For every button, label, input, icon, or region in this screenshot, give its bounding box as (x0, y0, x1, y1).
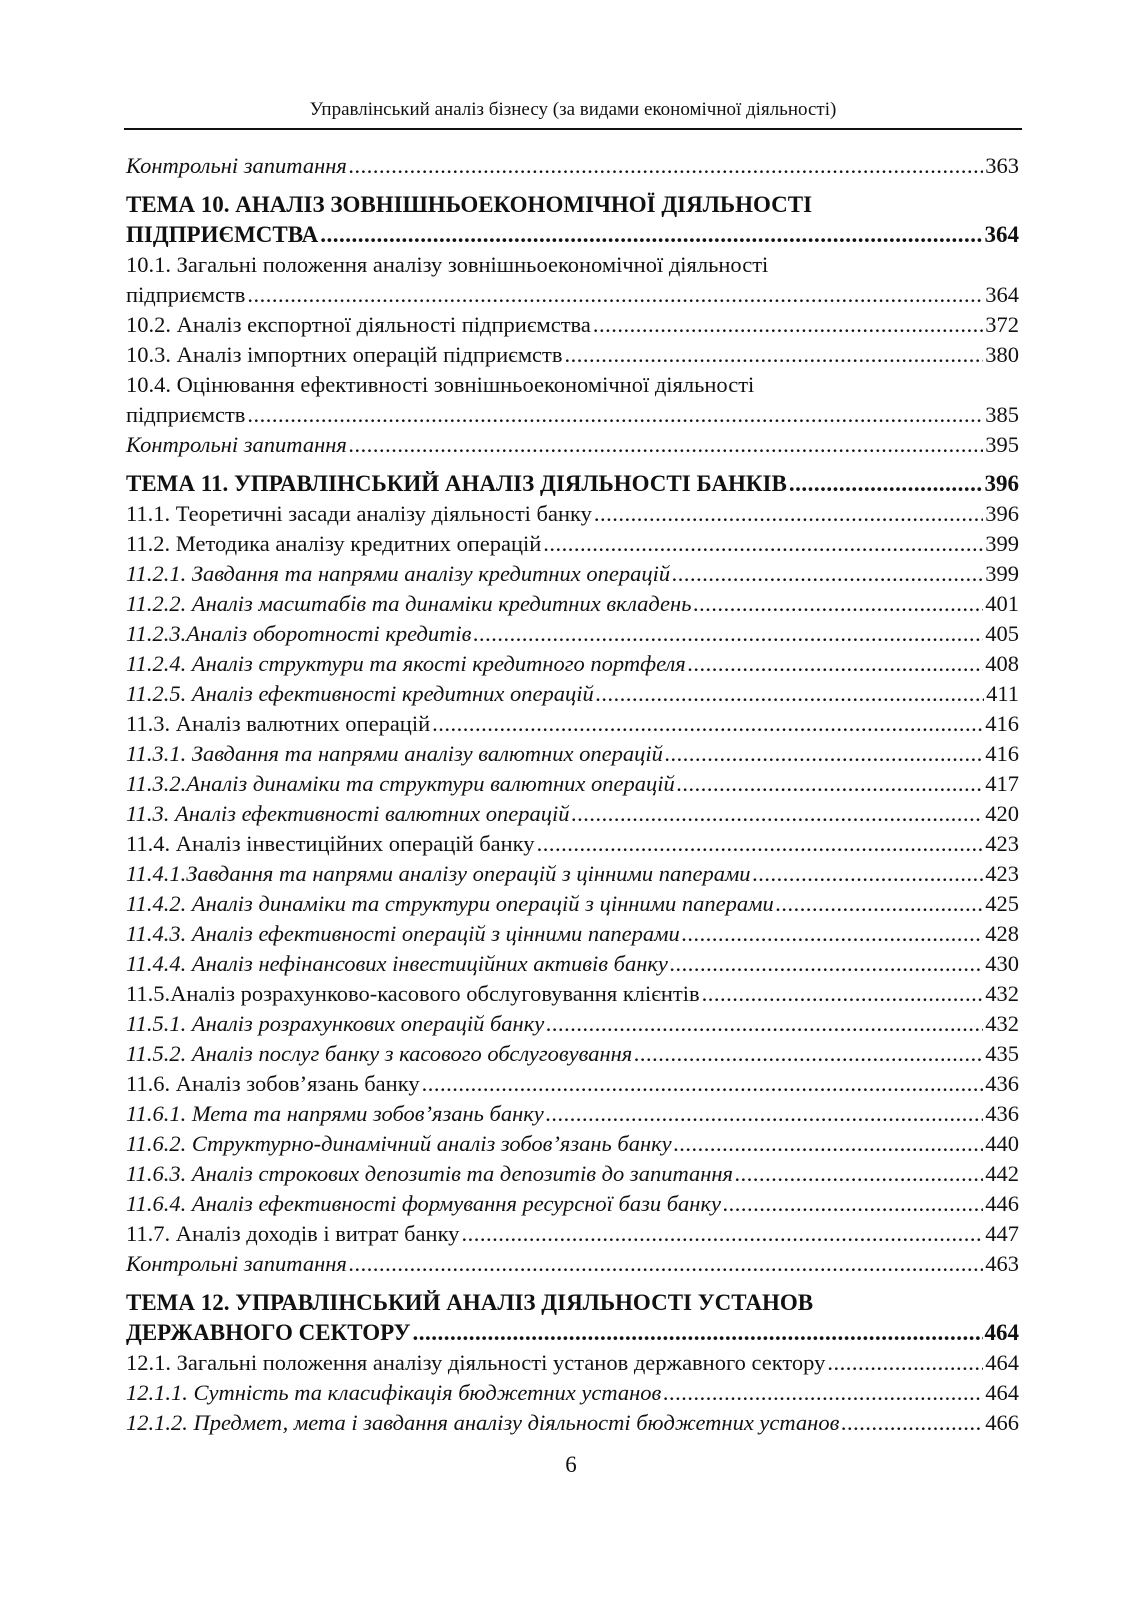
toc-dot-leader (349, 1249, 983, 1279)
toc-entry-title: 11.3. Аналіз ефективності валютних операцій (126, 801, 570, 826)
toc-entry-page: 385 (985, 402, 1019, 427)
toc-entry-title: 11.5.2. Аналіз послуг банку з касового обслуговування (126, 1041, 633, 1066)
toc-entry-page: 440 (985, 1131, 1019, 1156)
toc-entry[interactable] (126, 589, 1019, 619)
toc-entry[interactable] (126, 949, 1019, 979)
toc-entry-page: 423 (985, 831, 1019, 856)
toc-entry[interactable] (126, 829, 1019, 859)
toc-entry-page: 432 (985, 981, 1019, 1006)
toc-entry[interactable] (126, 1318, 1019, 1348)
toc-entry[interactable] (126, 769, 1019, 799)
toc-entry-page: 425 (985, 891, 1019, 916)
toc-entry-page: 463 (985, 1251, 1019, 1276)
toc-entry[interactable] (126, 280, 1019, 310)
toc-dot-leader (422, 1069, 984, 1099)
toc-entry-page: 405 (985, 621, 1019, 646)
toc-entry[interactable] (126, 1099, 1019, 1129)
toc-dot-leader (247, 280, 983, 310)
toc-entry-title: Контрольні запитання (126, 153, 347, 178)
toc-entry[interactable] (126, 1129, 1019, 1159)
toc-entry[interactable] (126, 889, 1019, 919)
toc-dot-leader (572, 799, 984, 829)
toc-entry-page: 446 (985, 1191, 1019, 1216)
toc-entry-title: 12.1.2. Предмет, мета і завдання аналізу діяльності бюджетних установ (126, 1410, 840, 1435)
toc-entry-title: 11.5.1. Аналіз розрахункових операцій банку (126, 1011, 545, 1036)
toc-dot-leader (670, 949, 983, 979)
toc-entry-page: 466 (985, 1410, 1019, 1435)
toc-entry-page: 416 (985, 741, 1019, 766)
toc-dot-leader (776, 889, 984, 919)
toc-dot-leader (461, 1219, 983, 1249)
toc-entry-title: 11.2.3.Аналіз оборотності кредитів (126, 621, 472, 646)
toc-entry-title: 12.1.1. Сутність та класифікація бюджетних установ (126, 1380, 662, 1405)
toc-dot-leader (596, 679, 984, 709)
toc-entry-title: 10.3. Аналіз імпортних операцій підприємств (126, 342, 563, 367)
toc-entry[interactable] (126, 559, 1019, 589)
toc-entry-title: 11.4.1.Завдання та напрями аналізу операцій з цінними паперами (126, 861, 751, 886)
toc-entry-page: 436 (985, 1071, 1019, 1096)
running-title: Управлінський аналіз бізнесу (за видами економічної діяльності) (309, 99, 837, 120)
toc-entry[interactable] (126, 1159, 1019, 1189)
toc-dot-leader (473, 619, 983, 649)
toc-dot-leader (320, 220, 982, 250)
toc-entry-title: 11.3.2.Аналіз динаміки та структури валютних операцій (126, 771, 675, 796)
toc-entry[interactable] (126, 919, 1019, 949)
toc-entry-page: 411 (986, 681, 1019, 706)
page-number: 6 (565, 1452, 577, 1477)
toc-entry-title: 11.2.5. Аналіз ефективності кредитних операцій (126, 681, 594, 706)
toc-entry-title: 11.6.1. Мета та напрями зобов’язань банку (126, 1101, 544, 1126)
toc-entry-page: 420 (985, 801, 1019, 826)
toc-entry[interactable] (126, 1069, 1019, 1099)
toc-entry-title: ПІДПРИЄМСТВА (126, 222, 319, 247)
toc-entry-line1: ТЕМА 10. АНАЛІЗ ЗОВНІШНЬОЕКОНОМІЧНОЇ ДІЯЛЬНОСТІ (126, 192, 813, 217)
toc-entry[interactable] (126, 979, 1019, 1009)
toc-dot-leader (663, 1378, 983, 1408)
toc-entry-title: 11.2. Методика аналізу кредитних операцій (126, 531, 542, 556)
toc-entry-title: Контрольні запитання (126, 432, 347, 457)
toc-entry-line1: 10.4. Оцінювання ефективності зовнішньоекономічної діяльності (126, 372, 755, 397)
toc-entry-title: 11.6. Аналіз зобов’язань банку (126, 1071, 420, 1096)
toc-entry-line1: 10.1. Загальні положення аналізу зовнішньоекономічної діяльності (126, 252, 769, 277)
toc-dot-leader (789, 469, 983, 499)
toc-dot-leader (674, 1129, 984, 1159)
toc-entry-page: 364 (984, 222, 1019, 247)
toc-entry-title: Контрольні запитання (126, 1251, 347, 1276)
toc-dot-leader (349, 430, 983, 460)
toc-entry[interactable] (126, 340, 1019, 370)
toc-entry[interactable] (126, 1009, 1019, 1039)
toc-dot-leader (247, 400, 983, 430)
toc-entry-title: 11.1. Теоретичні засади аналізу діяльності банку (126, 501, 592, 526)
toc-dot-leader (546, 1099, 983, 1129)
toc-entry-title: ДЕРЖАВНОГО СЕКТОРУ (126, 1320, 411, 1345)
toc-dot-leader (753, 859, 984, 889)
toc-entry-page: 396 (984, 471, 1019, 496)
toc-entry-page: 417 (985, 771, 1019, 796)
toc-dot-leader (682, 919, 983, 949)
toc-entry-page: 442 (985, 1161, 1019, 1186)
toc-entry[interactable] (126, 430, 1019, 460)
table-of-contents (126, 151, 1019, 1438)
toc-entry[interactable] (126, 499, 1019, 529)
toc-entry-title: 11.6.3. Аналіз строкових депозитів та депозитів до запитання (126, 1161, 734, 1186)
toc-entry[interactable] (126, 859, 1019, 889)
toc-dot-leader (677, 769, 984, 799)
toc-entry-line1: ТЕМА 12. УПРАВЛІНСЬКИЙ АНАЛІЗ ДІЯЛЬНОСТІ УСТАНОВ (126, 1290, 814, 1315)
toc-entry-title: ТЕМА 11. УПРАВЛІНСЬКИЙ АНАЛІЗ ДІЯЛЬНОСТІ БАНКІВ (126, 471, 787, 496)
toc-dot-leader (723, 1189, 983, 1219)
toc-entry-title: 11.2.4. Аналіз структури та якості кредитного портфеля (126, 651, 686, 676)
toc-dot-leader (841, 1408, 983, 1438)
toc-entry-title: 11.6.2. Структурно-динамічний аналіз зобов’язань банку (126, 1131, 672, 1156)
toc-dot-leader (735, 1159, 983, 1189)
toc-entry[interactable] (126, 619, 1019, 649)
toc-entry-page: 364 (985, 282, 1019, 307)
toc-dot-leader (565, 340, 984, 370)
toc-entry[interactable] (126, 799, 1019, 829)
toc-entry[interactable] (126, 1348, 1019, 1378)
toc-entry[interactable] (126, 469, 1019, 499)
toc-entry-page: 436 (985, 1101, 1019, 1126)
toc-dot-leader (693, 589, 983, 619)
toc-entry-page: 380 (985, 342, 1019, 367)
toc-entry-page: 372 (985, 312, 1019, 337)
toc-dot-leader (593, 310, 983, 340)
toc-entry-title: 11.4.4. Аналіз нефінансових інвестиційних активів банку (126, 951, 668, 976)
toc-entry-page: 395 (985, 432, 1019, 457)
toc-entry[interactable] (126, 709, 1019, 739)
toc-entry[interactable] (126, 679, 1019, 709)
toc-entry-title: підприємств (126, 282, 246, 307)
toc-entry[interactable] (126, 220, 1019, 250)
toc-entry[interactable] (126, 739, 1019, 769)
toc-entry-title: 11.5.Аналіз розрахунково-касового обслуговування клієнтів (126, 981, 700, 1006)
toc-dot-leader (594, 499, 983, 529)
toc-entry-title: 11.2.1. Завдання та напрями аналізу кредитних операцій (126, 561, 671, 586)
toc-entry-title: 11.3. Аналіз валютних операцій (126, 711, 431, 736)
toc-entry[interactable] (126, 310, 1019, 340)
toc-entry-title: 11.4.2. Аналіз динаміки та структури операцій з цінними паперами (126, 891, 774, 916)
toc-entry-page: 464 (985, 1350, 1019, 1375)
toc-dot-leader (543, 529, 983, 559)
toc-entry-title: 12.1. Загальні положення аналізу діяльності установ державного сектору (126, 1350, 826, 1375)
toc-dot-leader (432, 709, 983, 739)
toc-dot-leader (349, 151, 983, 181)
toc-entry-page: 401 (985, 591, 1019, 616)
toc-dot-leader (688, 649, 983, 679)
toc-entry-page: 416 (985, 711, 1019, 736)
toc-entry-title: 11.6.4. Аналіз ефективності формування ресурсної бази банку (126, 1191, 721, 1216)
toc-entry[interactable] (126, 151, 1019, 181)
toc-entry-page: 430 (985, 951, 1019, 976)
toc-dot-leader (634, 1039, 983, 1069)
toc-entry-page: 432 (985, 1011, 1019, 1036)
toc-dot-leader (702, 979, 984, 1009)
toc-dot-leader (665, 739, 983, 769)
toc-entry[interactable] (126, 649, 1019, 679)
toc-entry-page: 408 (985, 651, 1019, 676)
toc-entry-page: 396 (985, 501, 1019, 526)
toc-entry-page: 447 (985, 1221, 1019, 1246)
toc-dot-leader (672, 559, 983, 589)
toc-dot-leader (413, 1318, 983, 1348)
toc-entry[interactable] (126, 1408, 1019, 1438)
toc-entry-title: 11.4.3. Аналіз ефективності операцій з цінними паперами (126, 921, 680, 946)
toc-dot-leader (827, 1348, 983, 1378)
toc-entry-page: 464 (985, 1380, 1019, 1405)
toc-entry-title: 11.4. Аналіз інвестиційних операцій банку (126, 831, 535, 856)
toc-entry-page: 363 (985, 153, 1019, 178)
toc-entry[interactable] (126, 1378, 1019, 1408)
toc-entry-page: 399 (985, 531, 1019, 556)
toc-entry[interactable] (126, 1249, 1019, 1279)
toc-entry[interactable] (126, 1039, 1019, 1069)
toc-entry-page: 435 (985, 1041, 1019, 1066)
toc-entry-page: 423 (985, 861, 1019, 886)
toc-dot-leader (537, 829, 984, 859)
page-header (124, 92, 1022, 130)
toc-entry-title: 11.3.1. Завдання та напрями аналізу валютних операцій (126, 741, 663, 766)
toc-entry[interactable] (126, 1219, 1019, 1249)
toc-entry-page: 399 (985, 561, 1019, 586)
toc-entry-page: 464 (984, 1320, 1019, 1345)
toc-entry-title: 11.2.2. Аналіз масштабів та динаміки кредитних вкладень (126, 591, 692, 616)
toc-entry-title: підприємств (126, 402, 246, 427)
toc-entry-title: 10.2. Аналіз експортної діяльності підприємства (126, 312, 591, 337)
toc-entry-page: 428 (985, 921, 1019, 946)
toc-entry[interactable] (126, 529, 1019, 559)
toc-entry[interactable] (126, 400, 1019, 430)
toc-dot-leader (546, 1009, 983, 1039)
toc-entry-title: 11.7. Аналіз доходів і витрат банку (126, 1221, 460, 1246)
toc-entry[interactable] (126, 1189, 1019, 1219)
